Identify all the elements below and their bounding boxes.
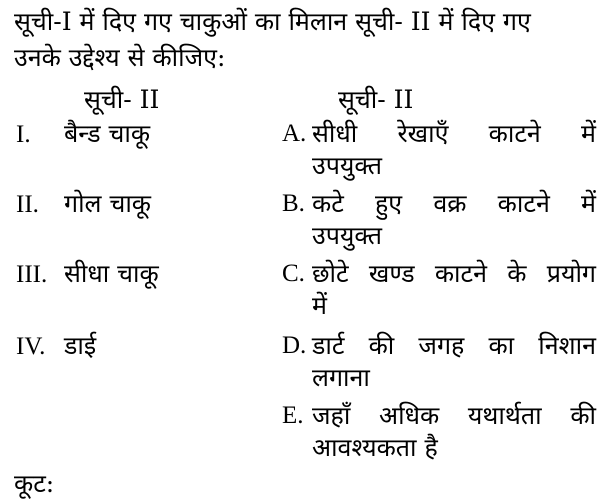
list-2-item (282, 258, 598, 322)
list-1-item-text: बैन्ड चाकू (64, 119, 151, 148)
list-2-item-line-2: आवश्यकता है (312, 433, 438, 462)
list-1-item (16, 330, 96, 363)
list-2-item-letter: A. (282, 120, 307, 147)
list-1-header: सूची- II (84, 85, 160, 114)
list-2-item-line-1: डार्ट की जगह का निशान (312, 331, 596, 360)
code-label: कूट: (14, 469, 55, 498)
list-2-item-line-2: में (312, 291, 327, 320)
list-1-item-number: I. (16, 121, 31, 148)
list-2-item (282, 118, 598, 182)
list-1-item-number: IV. (16, 333, 46, 360)
question-line-1: सूची-I में दिए गए चाकुओं का मिलान सूची- II में दिए गए (14, 7, 531, 36)
list-1-item-number: III. (16, 261, 48, 288)
question-line-2: उनके उद्देश्य से कीजिए: (14, 43, 226, 72)
list-2-item-letter: D. (282, 332, 307, 359)
list-2-item-line-2: उपयुक्त (312, 221, 383, 250)
list-2-item (282, 330, 598, 394)
list-1-item-text: गोल चाकू (64, 189, 151, 218)
list-2-item (282, 400, 598, 464)
list-2-header: सूची- II (338, 85, 414, 114)
list-2-item-line-1: छोटे खण्ड काटने के प्रयोग (312, 259, 596, 288)
list-1-item-text: डाई (64, 331, 97, 360)
list-2-item-line-1: जहाँ अधिक यथार्थता की (312, 401, 596, 430)
list-2-item (282, 188, 598, 252)
list-1-item-text: सीधा चाकू (64, 259, 159, 288)
list-2-item-letter: C. (282, 260, 305, 287)
list-2-item-line-1: सीधी रेखाएँ काटने में (312, 119, 596, 148)
list-2-item-letter: E. (282, 402, 304, 429)
list-2-item-line-1: कटे हुए वक्र काटने में (312, 189, 596, 218)
list-2-item-line-2: लगाना (312, 363, 370, 392)
list-2-item-letter: B. (282, 190, 305, 217)
list-2-item-line-2: उपयुक्त (312, 151, 383, 180)
list-1-item (16, 188, 151, 221)
list-1-item-number: II. (16, 191, 39, 218)
list-1-item (16, 258, 159, 291)
list-1-item (16, 118, 150, 151)
